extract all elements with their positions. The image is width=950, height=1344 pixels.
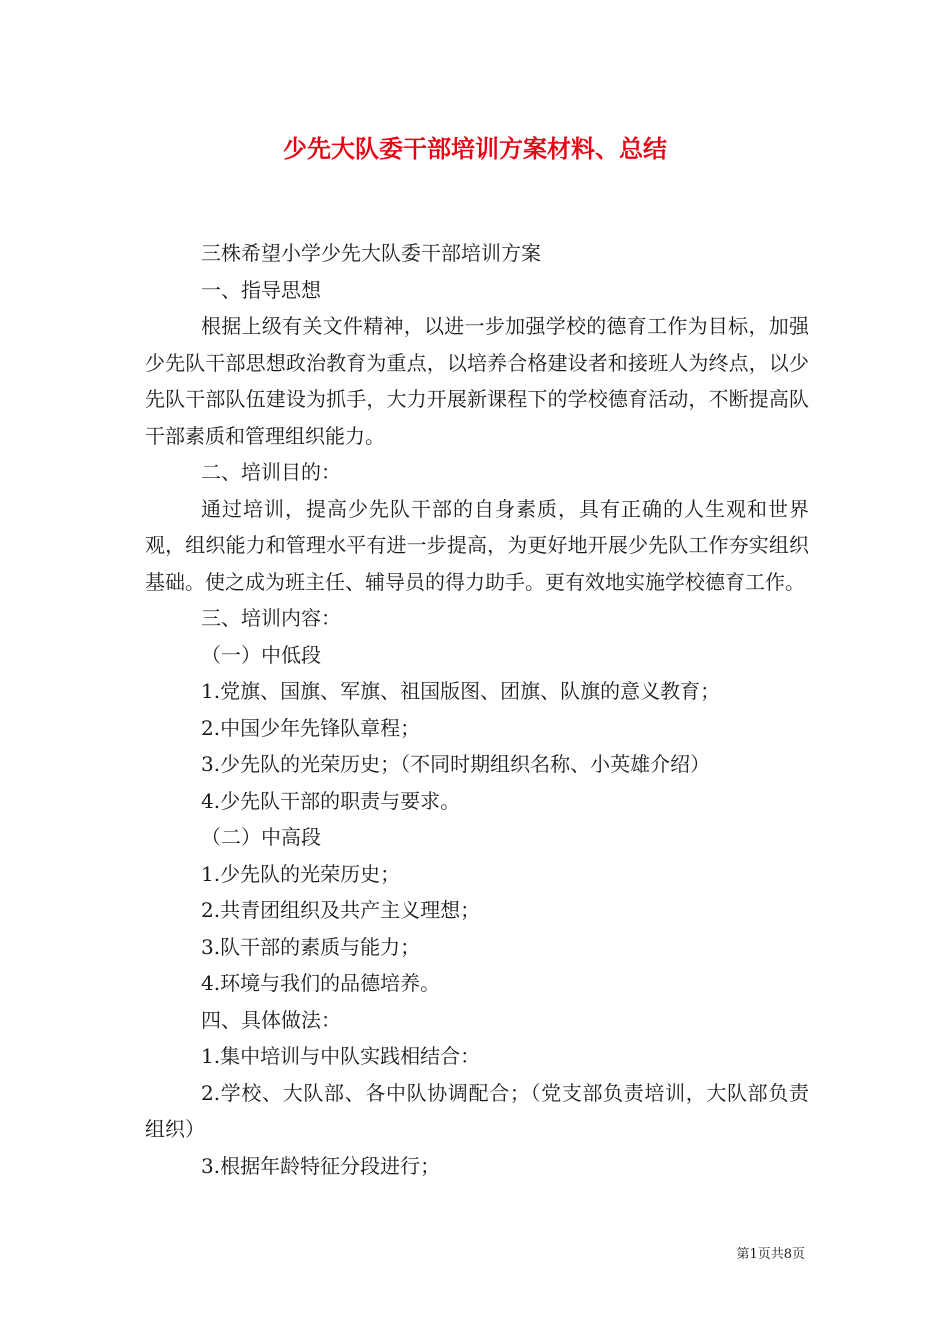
subtitle-line: 三株希望小学少先大队委干部培训方案	[201, 241, 541, 265]
list-item: 3.根据年龄特征分段进行；	[201, 1153, 441, 1178]
list-item: 2.中国少年先锋队章程；	[201, 715, 421, 740]
list-item: 2.学校、大队部、各中队协调配合；（党支部负责培训，大队部负责组织）	[145, 1080, 809, 1141]
list-item: 4.少先队干部的职责与要求。	[201, 788, 461, 813]
paragraph-1: 根据上级有关文件精神，以进一步加强学校的德育工作为目标，加强少先队干部思想政治教育为重点，以培养合格建设者和接班人为终点，以少先队干部队伍建设为抓手，大力开展新课程下的学校德育活动，不断提高队干部素质和管理组织能力。	[145, 314, 809, 448]
list-item: 2.共青团组织及共产主义理想；	[201, 898, 481, 922]
page-number: 第1页共8页	[736, 1247, 805, 1262]
list-item: 4.环境与我们的品德培养。	[201, 971, 441, 995]
list-item: 1.少先队的光荣历史；	[201, 861, 401, 886]
document-title: 少先大队委干部培训方案材料、总结	[283, 134, 667, 163]
list-item: 1.集中培训与中队实践相结合：	[201, 1044, 481, 1068]
list-item: 3.少先队的光荣历史；（不同时期组织名称、小英雄介绍）	[201, 752, 711, 776]
paragraph-2: 通过培训，提高少先队干部的自身素质，具有正确的人生观和世界观，组织能力和管理水平有进一步提高，为更好地开展少先队工作夯实组织基础。使之成为班主任、辅导员的得力助手。更有效地实施学校德育工作。	[145, 496, 809, 594]
list-item: 1.党旗、国旗、军旗、祖国版图、团旗、队旗的意义教育；	[201, 679, 721, 703]
sub-heading-2: （二）中高段	[201, 825, 321, 849]
sub-heading-1: （一）中低段	[201, 642, 321, 667]
document-body	[145, 235, 809, 1184]
section-heading-2: 二、培训目的：	[201, 460, 341, 484]
section-heading-1: 一、指导思想	[201, 277, 321, 302]
section-heading-4: 四、具体做法：	[201, 1007, 341, 1032]
list-item: 3.队干部的素质与能力；	[201, 934, 421, 959]
section-heading-3: 三、培训内容：	[201, 606, 341, 630]
